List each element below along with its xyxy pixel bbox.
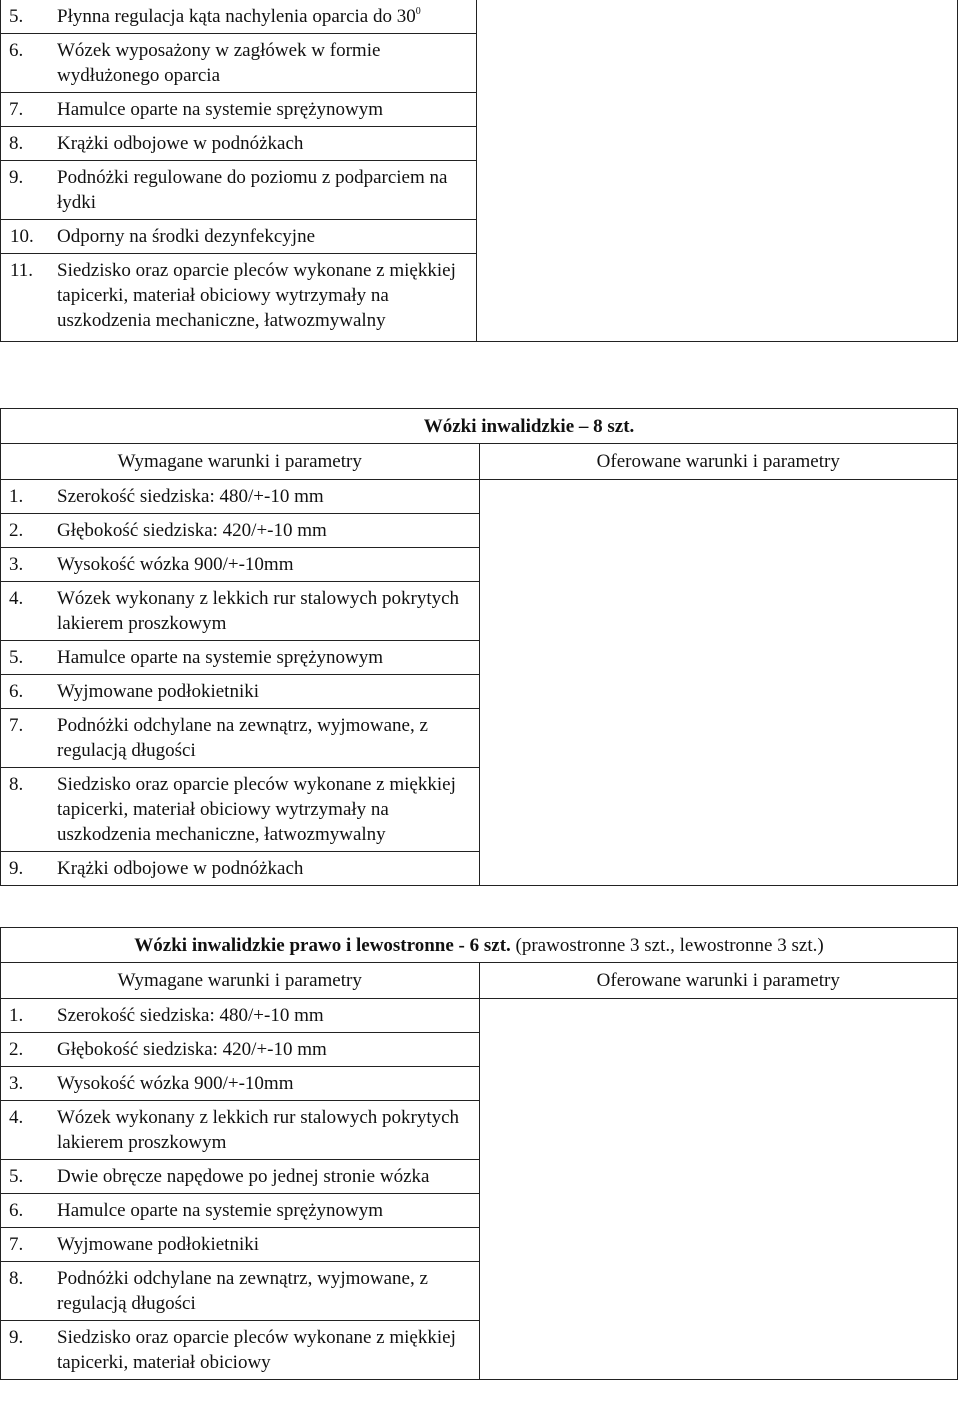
item-text: Wózek wykonany z lekkich rur stalowych pokrytych lakierem proszkowym bbox=[57, 1107, 460, 1153]
list-item bbox=[1, 93, 476, 126]
item-text: Wózek wykonany z lekkich rur stalowych pokrytych lakierem proszkowym bbox=[57, 588, 460, 634]
list-item bbox=[1, 161, 476, 219]
item-number: 9. bbox=[9, 1327, 24, 1348]
requirements-cell bbox=[1, 480, 480, 514]
list-item bbox=[1, 1321, 479, 1379]
item-number: 2. bbox=[9, 520, 24, 541]
list-item bbox=[1, 1228, 479, 1261]
item-text: Podnóżki odchylane na zewnątrz, wyjmowane, z regulacją długości bbox=[57, 1268, 428, 1314]
list-item bbox=[1, 254, 476, 341]
list-item bbox=[1, 1101, 479, 1159]
list-item bbox=[1, 514, 479, 547]
item-text: Wyjmowane podłokietniki bbox=[57, 1234, 260, 1255]
item-number: 1. bbox=[9, 1005, 24, 1026]
section-title-bold: Wózki inwalidzkie prawo i lewostronne - 6 szt. bbox=[134, 935, 511, 956]
degree-superscript: 0 bbox=[415, 6, 421, 17]
item-number: 8. bbox=[9, 774, 24, 795]
requirements-cell bbox=[1, 852, 480, 886]
requirements-cell bbox=[1, 1033, 480, 1067]
section-title bbox=[1, 928, 958, 963]
item-number: 8. bbox=[9, 133, 24, 154]
requirements-cell bbox=[1, 127, 477, 161]
list-item bbox=[1, 480, 479, 513]
requirements-column-a bbox=[1, 0, 477, 34]
item-number: 4. bbox=[9, 588, 24, 609]
list-item bbox=[1, 582, 479, 640]
item-text: Krążki odbojowe w podnóżkach bbox=[57, 133, 304, 154]
item-text: Hamulce oparte na systemie sprężynowym bbox=[57, 647, 384, 668]
list-item bbox=[1, 709, 479, 767]
requirements-cell bbox=[1, 548, 480, 582]
list-item bbox=[1, 852, 479, 885]
requirements-cell bbox=[1, 161, 477, 220]
requirements-cell bbox=[1, 1160, 480, 1194]
requirements-cell bbox=[1, 93, 477, 127]
list-item bbox=[1, 1033, 479, 1066]
item-number: 2. bbox=[9, 1039, 24, 1060]
item-text: Płynna regulacja kąta nachylenia oparcia do 30 bbox=[57, 6, 416, 27]
list-item bbox=[1, 641, 479, 674]
item-number: 7. bbox=[9, 715, 24, 736]
item-number: 9. bbox=[9, 858, 24, 879]
item-text: Odporny na środki dezynfekcyjne bbox=[57, 226, 316, 247]
section-title bbox=[1, 409, 958, 444]
requirements-cell bbox=[1, 34, 477, 93]
item-number: 10. bbox=[10, 226, 34, 247]
requirements-cell bbox=[1, 1228, 480, 1262]
item-text: Głębokość siedziska: 420/+-10 mm bbox=[57, 520, 327, 541]
item-number: 3. bbox=[9, 1073, 24, 1094]
item-text: Siedzisko oraz oparcie pleców wykonane z miękkiej tapicerki, materiał obiciowy bbox=[57, 1327, 456, 1373]
item-number: 9. bbox=[9, 167, 24, 188]
list-item bbox=[1, 1262, 479, 1320]
item-number: 8. bbox=[9, 1268, 24, 1289]
list-item bbox=[1, 1067, 479, 1100]
item-text: Szerokość siedziska: 480/+-10 mm bbox=[57, 1005, 324, 1026]
requirements-cell bbox=[1, 514, 480, 548]
item-number: 6. bbox=[9, 40, 24, 61]
list-item bbox=[1, 0, 476, 33]
offer-cell[interactable] bbox=[477, 0, 958, 342]
item-number: 7. bbox=[9, 99, 24, 120]
item-text: Szerokość siedziska: 480/+-10 mm bbox=[57, 486, 324, 507]
item-text: Hamulce oparte na systemie sprężynowym bbox=[57, 99, 384, 120]
column-header-required: Wymagane warunki i parametry bbox=[1, 963, 480, 999]
item-text: Wózek wyposażony w zagłówek w formie wydłużonego oparcia bbox=[57, 40, 381, 86]
list-item bbox=[1, 1194, 479, 1227]
requirements-cell bbox=[1, 999, 480, 1033]
item-text: Dwie obręcze napędowe po jednej stronie wózka bbox=[57, 1166, 430, 1187]
item-number: 4. bbox=[9, 1107, 24, 1128]
requirements-cell bbox=[1, 1101, 480, 1160]
list-item bbox=[1, 999, 479, 1032]
item-number: 7. bbox=[9, 1234, 24, 1255]
item-number: 5. bbox=[9, 1166, 24, 1187]
section-title-text: Wózki inwalidzkie – 8 szt. bbox=[423, 416, 635, 437]
offer-cell[interactable] bbox=[479, 480, 958, 886]
table-section-c bbox=[0, 927, 958, 1380]
requirements-cell bbox=[1, 709, 480, 768]
list-item bbox=[1, 1160, 479, 1193]
item-text: Siedzisko oraz oparcie pleców wykonane z miękkiej tapicerki, materiał obiciowy wytrzymały na uszkodzenia mechaniczne, łatwozmywalny bbox=[57, 774, 456, 845]
column-header-offered: Oferowane warunki i parametry bbox=[479, 963, 958, 999]
requirements-cell bbox=[1, 1321, 480, 1380]
item-text: Siedzisko oraz oparcie pleców wykonane z miękkiej tapicerki, materiał obiciowy wytrzymały na uszkodzenia mechaniczne, łatwozmywalny bbox=[57, 260, 456, 331]
list-item bbox=[1, 127, 476, 160]
column-header-offered: Oferowane warunki i parametry bbox=[479, 444, 958, 480]
requirements-cell bbox=[1, 1067, 480, 1101]
list-item bbox=[1, 220, 476, 253]
list-item bbox=[1, 548, 479, 581]
item-number: 6. bbox=[9, 681, 24, 702]
item-text: Wysokość wózka 900/+-10mm bbox=[57, 554, 294, 575]
section-title-note: (prawostronne 3 szt., lewostronne 3 szt.) bbox=[515, 935, 824, 956]
requirements-cell bbox=[1, 675, 480, 709]
requirements-cell bbox=[1, 641, 480, 675]
requirements-cell bbox=[1, 1262, 480, 1321]
list-item bbox=[1, 34, 476, 92]
item-number: 1. bbox=[9, 486, 24, 507]
item-text: Głębokość siedziska: 420/+-10 mm bbox=[57, 1039, 327, 1060]
table-section-a bbox=[0, 0, 958, 342]
requirements-cell bbox=[1, 220, 477, 254]
offer-cell[interactable] bbox=[479, 999, 958, 1380]
table-section-b bbox=[0, 408, 958, 886]
item-number: 3. bbox=[9, 554, 24, 575]
list-item bbox=[1, 675, 479, 708]
item-number: 5. bbox=[9, 6, 24, 27]
item-text: Krążki odbojowe w podnóżkach bbox=[57, 858, 304, 879]
item-text: Wysokość wózka 900/+-10mm bbox=[57, 1073, 294, 1094]
list-item bbox=[1, 768, 479, 851]
requirements-cell bbox=[1, 254, 477, 342]
item-text: Hamulce oparte na systemie sprężynowym bbox=[57, 1200, 384, 1221]
item-text: Podnóżki regulowane do poziomu z podparciem na łydki bbox=[57, 167, 448, 213]
item-number: 5. bbox=[9, 647, 24, 668]
item-number: 6. bbox=[9, 1200, 24, 1221]
requirements-cell bbox=[1, 582, 480, 641]
item-text: Podnóżki odchylane na zewnątrz, wyjmowane, z regulacją długości bbox=[57, 715, 428, 761]
requirements-cell bbox=[1, 1194, 480, 1228]
column-header-required: Wymagane warunki i parametry bbox=[1, 444, 480, 480]
item-number: 11. bbox=[10, 260, 34, 281]
requirements-cell bbox=[1, 768, 480, 852]
item-text: Wyjmowane podłokietniki bbox=[57, 681, 260, 702]
